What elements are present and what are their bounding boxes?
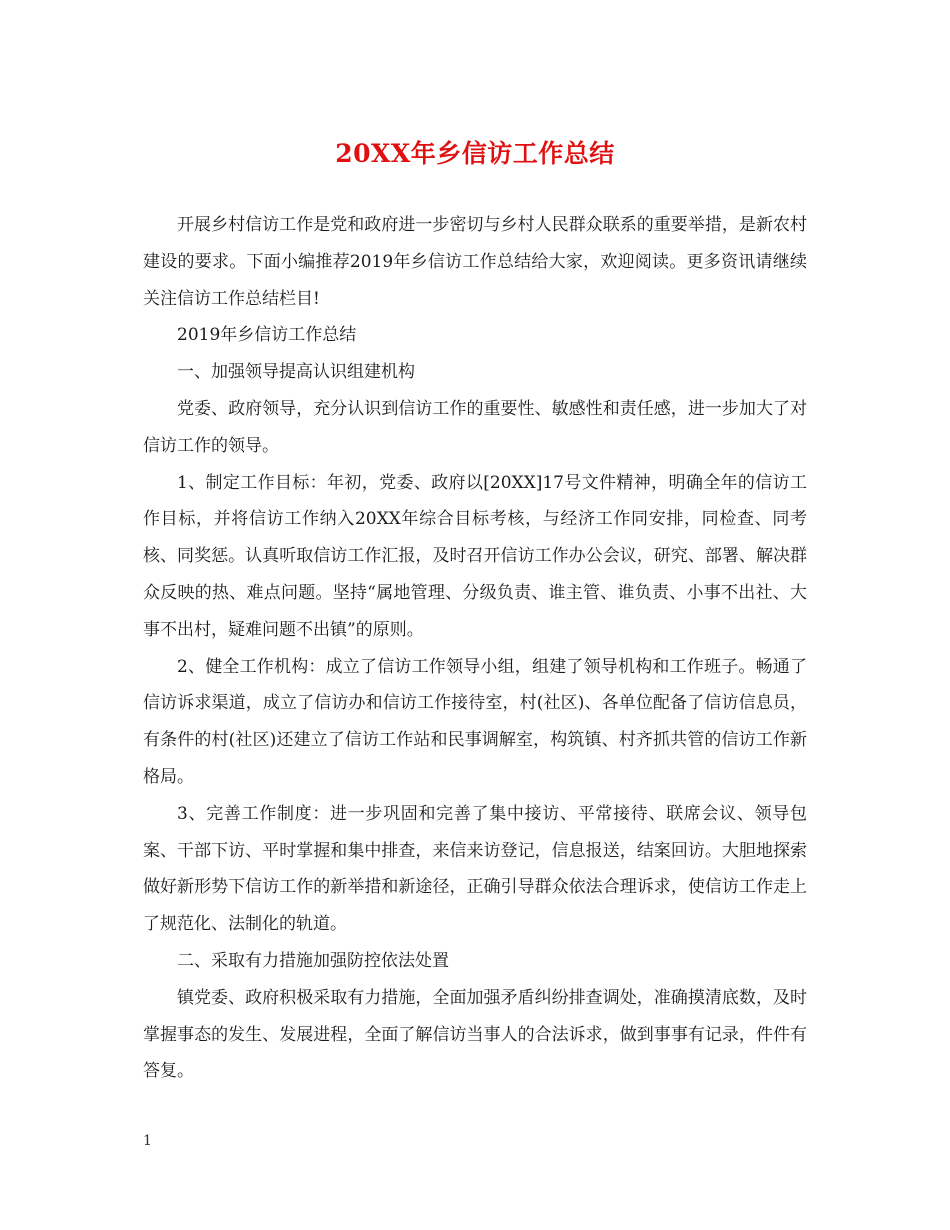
section-heading-2: 二、采取有力措施加强防控依法处置 xyxy=(177,950,449,971)
section-heading-1: 一、加强领导提高认识组建机构 xyxy=(177,362,415,383)
paragraph-intro: 开展乡村信访工作是党和政府进一步密切与乡村人民群众联系的重要举措，是新农村建设的要求。下面小编推荐2019年乡信访工作总结给大家，欢迎阅读。更多资讯请继续关注信访工作总结栏目! xyxy=(143,215,807,309)
paragraph: 3、完善工作制度：进一步巩固和完善了集中接访、平常接待、联席会议、领导包案、干部下访、平时掌握和集中排查，来信来访登记，信息报送，结案回访。大胆地探索做好新形势下信访工作的新举措和新途径，正确引导群众依法合理诉求，使信访工作走上了规范化、法制化的轨道。 xyxy=(143,803,807,935)
document-body xyxy=(143,207,807,1090)
paragraph-subtitle: 2019年乡信访工作总结 xyxy=(177,325,357,346)
page-number: 1 xyxy=(143,1133,152,1149)
paragraph: 1、制定工作目标：年初，党委、政府以[20XX]17号文件精神，明确全年的信访工作目标，并将信访工作纳入20XX年综合目标考核，与经济工作同安排，同检查、同考核、同奖惩。认真听取信访工作汇报，及时召开信访工作办公会议，研究、部署、解决群众反映的热、难点问题。坚持“属地管理、分级负责、谁主管、谁负责、小事不出社、大事不出村，疑难问题不出镇”的原则。 xyxy=(143,472,807,640)
document-title: 20XX年乡信访工作总结 xyxy=(335,139,615,168)
paragraph: 2、健全工作机构：成立了信访工作领导小组，组建了领导机构和工作班子。畅通了信访诉求渠道，成立了信访办和信访工作接待室，村(社区)、各单位配备了信访信息员，有条件的村(社区)还建立了信访工作站和民事调解室，构筑镇、村齐抓共管的信访工作新格局。 xyxy=(143,656,807,787)
paragraph: 镇党委、政府积极采取有力措施，全面加强矛盾纠纷排查调处，准确摸清底数，及时掌握事态的发生、发展进程，全面了解信访当事人的合法诉求，做到事事有记录，件件有答复。 xyxy=(143,987,807,1082)
paragraph: 党委、政府领导，充分认识到信访工作的重要性、敏感性和责任感，进一步加大了对信访工作的领导。 xyxy=(143,398,807,456)
